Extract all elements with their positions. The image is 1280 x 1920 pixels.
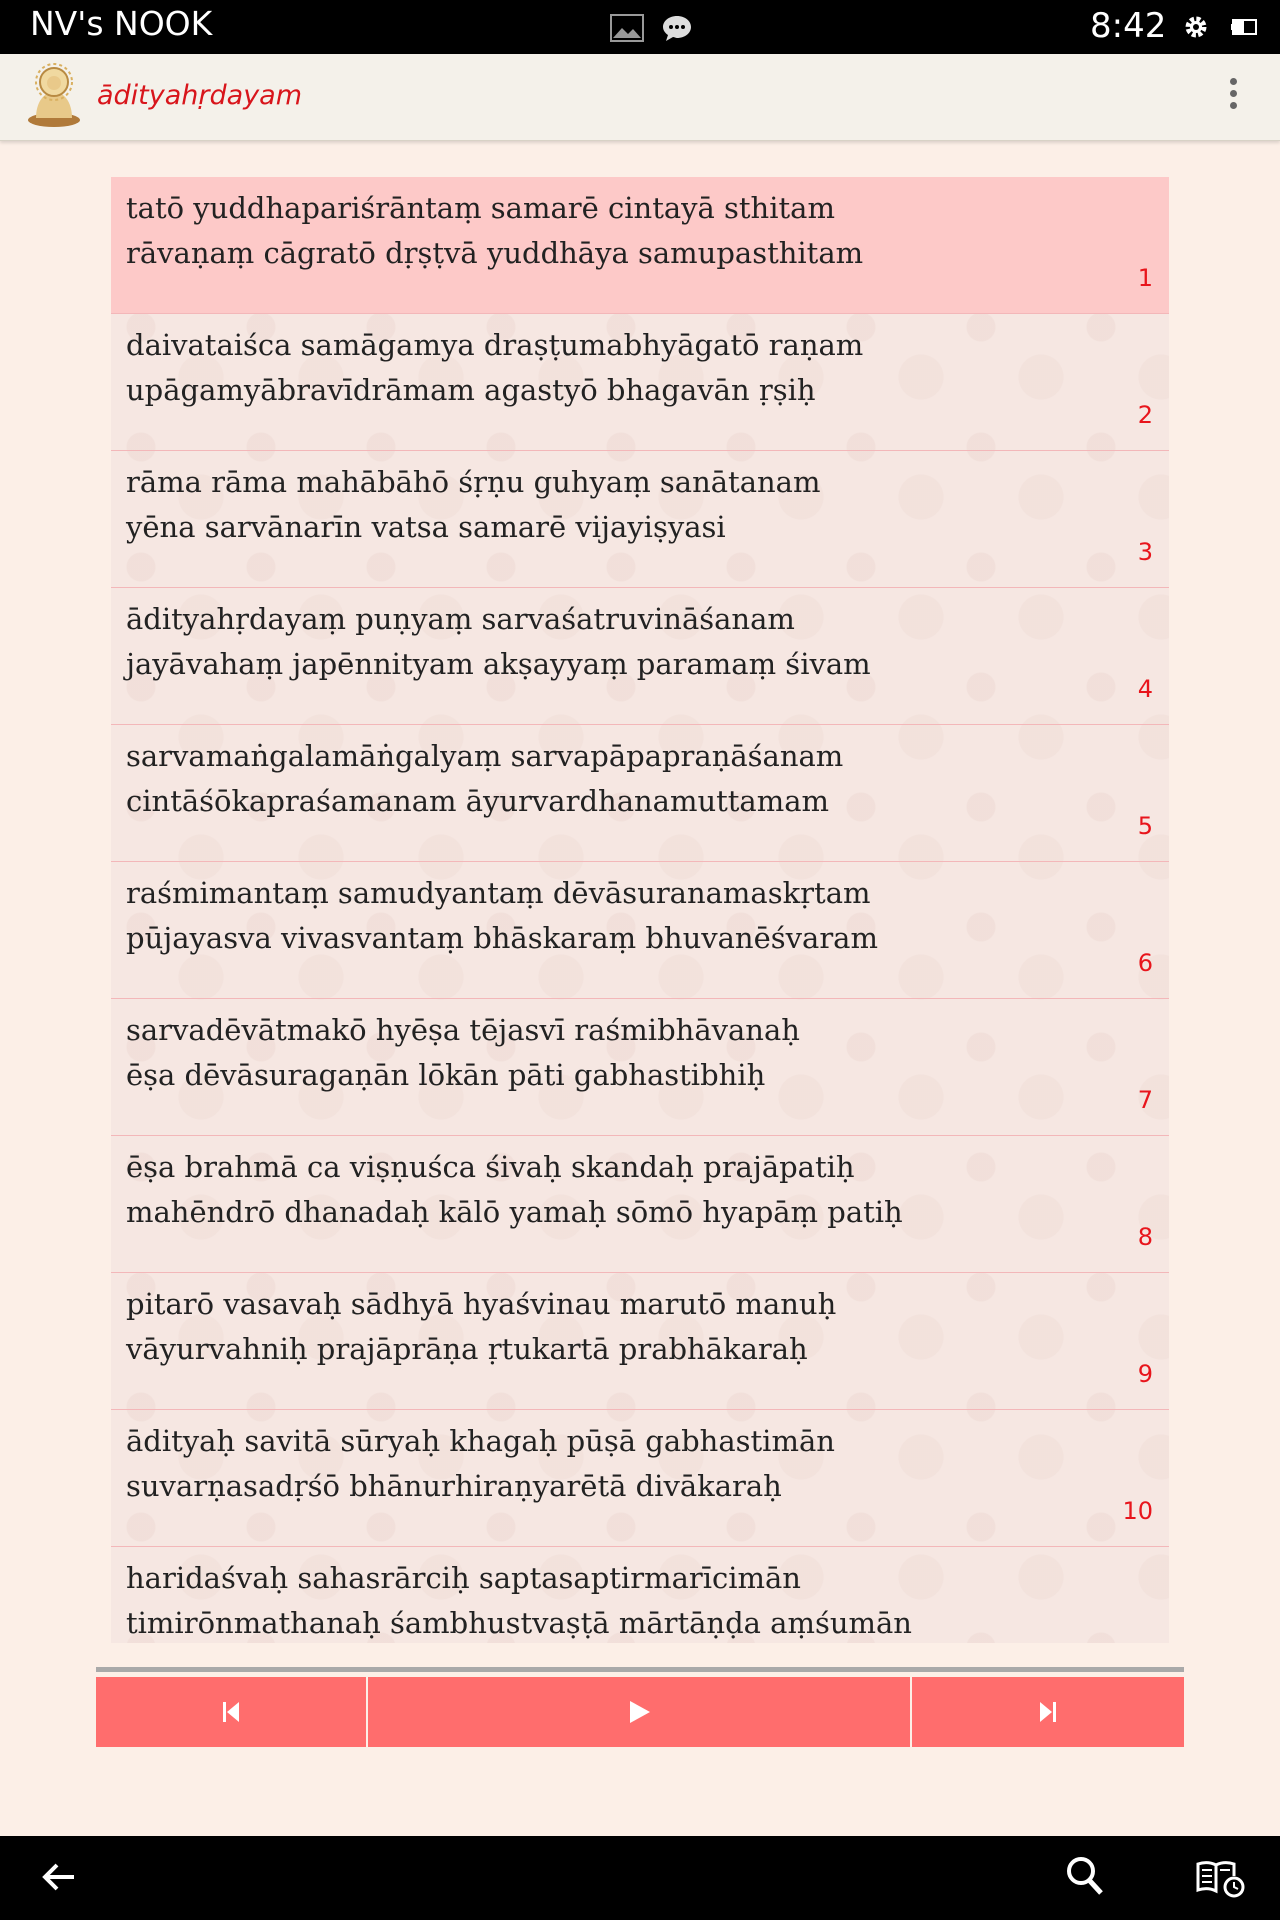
battery-icon — [1231, 19, 1257, 35]
player-controls — [96, 1667, 1184, 1752]
verse-line: yēna sarvānarīn vatsa samarē vijayiṣyasi — [126, 510, 726, 544]
verse-line: cintāśōkapraśamanam āyurvardhanamuttamam — [126, 784, 830, 818]
verse-line: haridaśvaḥ sahasrārciḥ saptasaptirmarīcimān — [126, 1561, 801, 1595]
verse-row-10[interactable] — [111, 1410, 1169, 1547]
verse-row-6[interactable] — [111, 862, 1169, 999]
app-bar — [0, 54, 1280, 141]
reading-history-icon[interactable] — [1196, 1858, 1246, 1898]
verse-line: rāma rāma mahābāhō śṛṇu guhyaṃ sanātanam — [126, 465, 821, 499]
back-arrow-icon[interactable] — [42, 1862, 76, 1892]
verse-row-2[interactable] — [111, 314, 1169, 451]
verse-row-3[interactable] — [111, 451, 1169, 588]
verse-line: daivataiśca samāgamya draṣṭumabhyāgatō raṇam — [126, 328, 864, 362]
search-icon[interactable] — [1066, 1856, 1104, 1896]
verse-line: ēṣa dēvāsuragaṇān lōkān pāti gabhastibhiḥ — [126, 1058, 766, 1092]
verse-number: 6 — [1137, 949, 1153, 977]
verse-row-1[interactable] — [111, 177, 1169, 314]
carrier-label: NV's NOOK — [30, 4, 213, 43]
clock: 8:42 — [1090, 6, 1167, 46]
app-title: ādityahṛdayam — [97, 80, 303, 111]
play-button[interactable] — [368, 1677, 910, 1747]
verse-list[interactable] — [111, 177, 1169, 1643]
verse-line: raśmimantaṃ samudyantaṃ dēvāsuranamaskṛtam — [126, 876, 871, 910]
app-logo-icon[interactable] — [26, 62, 82, 128]
overflow-menu-icon[interactable] — [1222, 78, 1244, 118]
verse-row-8[interactable] — [111, 1136, 1169, 1273]
verse-number: 4 — [1137, 675, 1153, 703]
image-icon — [610, 14, 644, 42]
verse-row-9[interactable] — [111, 1273, 1169, 1410]
chat-icon — [661, 14, 693, 42]
verse-number: 1 — [1137, 264, 1153, 292]
previous-button[interactable] — [96, 1677, 366, 1747]
navigation-bar — [0, 1836, 1280, 1920]
verse-line: sarvadēvātmakō hyēṣa tējasvī raśmibhāvanaḥ — [126, 1013, 800, 1047]
verse-line: upāgamyābravīdrāmam agastyō bhagavān ṛṣiḥ — [126, 373, 816, 407]
previous-track-icon — [221, 1701, 241, 1723]
play-icon — [627, 1700, 651, 1724]
gear-icon — [1183, 14, 1209, 40]
verse-row-7[interactable] — [111, 999, 1169, 1136]
verse-line: suvarṇasadṛśō bhānurhiraṇyarētā divākaraḥ — [126, 1469, 782, 1503]
verse-line: ādityahṛdayaṃ puṇyaṃ sarvaśatruvināśanam — [126, 602, 795, 636]
verse-number: 5 — [1137, 812, 1153, 840]
verse-line: rāvaṇaṃ cāgratō dṛṣṭvā yuddhāya samupasthitam — [126, 236, 864, 270]
next-button[interactable] — [912, 1677, 1184, 1747]
verse-line: pūjayasva vivasvantaṃ bhāskaraṃ bhuvanēśvaram — [126, 921, 878, 955]
verse-number: 7 — [1137, 1086, 1153, 1114]
verse-line: timirōnmathanaḥ śambhustvaṣṭā mārtāṇḍa aṃśumān — [126, 1606, 912, 1640]
verse-number: 2 — [1137, 401, 1153, 429]
verse-row-11[interactable] — [111, 1547, 1169, 1643]
verse-row-5[interactable] — [111, 725, 1169, 862]
verse-number: 3 — [1137, 538, 1153, 566]
next-track-icon — [1038, 1701, 1058, 1723]
verse-number: 10 — [1122, 1497, 1153, 1525]
verse-row-4[interactable] — [111, 588, 1169, 725]
verse-line: pitarō vasavaḥ sādhyā hyaśvinau marutō manuḥ — [126, 1287, 837, 1321]
verse-number: 9 — [1137, 1360, 1153, 1388]
verse-line: vāyurvahniḥ prajāprāṇa ṛtukartā prabhākaraḥ — [126, 1332, 808, 1366]
verse-line: mahēndrō dhanadaḥ kālō yamaḥ sōmō hyapāṃ patiḥ — [126, 1195, 903, 1229]
verse-line: ēṣa brahmā ca viṣṇuśca śivaḥ skandaḥ prajāpatiḥ — [126, 1150, 855, 1184]
verse-line: jayāvahaṃ japēnnityam akṣayyaṃ paramaṃ śivam — [126, 647, 871, 681]
verse-line: sarvamaṅgalamāṅgalyaṃ sarvapāpapraṇāśanam — [126, 739, 844, 773]
verse-line: tatō yuddhapariśrāntaṃ samarē cintayā sthitam — [126, 191, 835, 225]
verse-line: ādityaḥ savitā sūryaḥ khagaḥ pūṣā gabhastimān — [126, 1424, 835, 1458]
status-bar — [0, 0, 1280, 54]
verse-number: 8 — [1137, 1223, 1153, 1251]
